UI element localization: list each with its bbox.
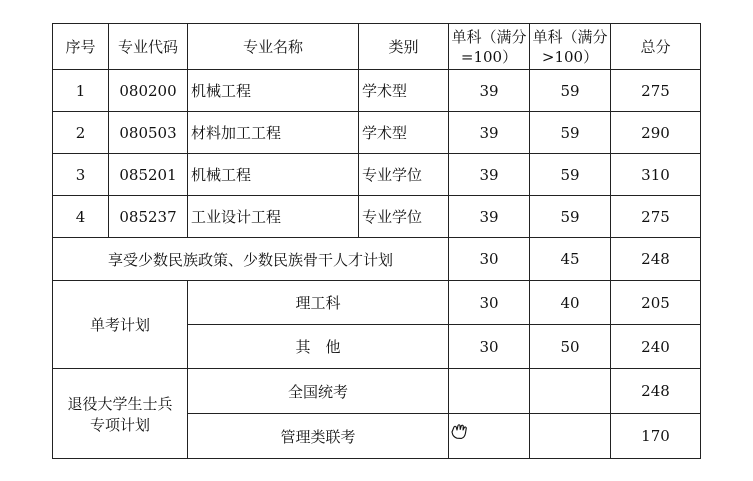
veteran-label-line1: 退役大学生士兵 bbox=[67, 394, 173, 413]
code-cell: 085237 bbox=[109, 196, 188, 238]
table-row bbox=[53, 196, 701, 238]
total-cell: 275 bbox=[611, 70, 701, 112]
total-cell: 248 bbox=[611, 369, 701, 414]
category-cell: 专业学位 bbox=[359, 154, 449, 196]
single-over100-cell bbox=[530, 369, 611, 414]
table-row bbox=[53, 70, 701, 112]
major-name-cell: 工业设计工程 bbox=[188, 196, 359, 238]
total-cell: 275 bbox=[611, 196, 701, 238]
single-100-cell bbox=[449, 369, 530, 414]
total-cell: 310 bbox=[611, 154, 701, 196]
header-code: 专业代码 bbox=[109, 24, 188, 70]
single-100-cell: 30 bbox=[449, 238, 530, 281]
table-row bbox=[53, 112, 701, 154]
single-100-cell: 39 bbox=[449, 112, 530, 154]
category-cell: 专业学位 bbox=[359, 196, 449, 238]
single-100-cell: 30 bbox=[449, 281, 530, 325]
major-name-cell: 材料加工工程 bbox=[188, 112, 359, 154]
header-total: 总分 bbox=[611, 24, 701, 70]
category-cell: 学术型 bbox=[359, 112, 449, 154]
exam-type-label: 管理类联考 bbox=[188, 414, 449, 459]
single-over100-cell: 59 bbox=[530, 112, 611, 154]
major-name-cell: 机械工程 bbox=[188, 154, 359, 196]
minority-row bbox=[53, 238, 701, 281]
header-row bbox=[53, 24, 701, 70]
seq-cell: 2 bbox=[53, 112, 109, 154]
single-over100-cell: 59 bbox=[530, 196, 611, 238]
code-cell: 080503 bbox=[109, 112, 188, 154]
veteran-label-line2: 专项计划 bbox=[89, 415, 150, 434]
single-over100-cell: 59 bbox=[530, 154, 611, 196]
exam-type-label: 全国统考 bbox=[188, 369, 449, 414]
code-cell: 080200 bbox=[109, 70, 188, 112]
score-table bbox=[52, 23, 701, 459]
seq-cell: 3 bbox=[53, 154, 109, 196]
total-cell: 240 bbox=[611, 325, 701, 369]
subject-label: 其 他 bbox=[188, 325, 449, 369]
single-over100-cell: 59 bbox=[530, 70, 611, 112]
header-single-over100: 单科（满分>100） bbox=[530, 24, 611, 70]
single-over100-cell: 45 bbox=[530, 238, 611, 281]
single-over100-cell: 40 bbox=[530, 281, 611, 325]
category-cell: 学术型 bbox=[359, 70, 449, 112]
single-100-cell: 39 bbox=[449, 70, 530, 112]
single-100-cell: 39 bbox=[449, 196, 530, 238]
single-exam-label: 单考计划 bbox=[53, 281, 188, 369]
subject-label: 理工科 bbox=[188, 281, 449, 325]
hand-pointer-icon bbox=[449, 423, 471, 443]
total-cell: 290 bbox=[611, 112, 701, 154]
seq-cell: 1 bbox=[53, 70, 109, 112]
table-row bbox=[53, 154, 701, 196]
veteran-row bbox=[53, 369, 701, 414]
header-single-100: 单科（满分=100） bbox=[449, 24, 530, 70]
single-100-cell: 30 bbox=[449, 325, 530, 369]
header-name: 专业名称 bbox=[188, 24, 359, 70]
code-cell: 085201 bbox=[109, 154, 188, 196]
seq-cell: 4 bbox=[53, 196, 109, 238]
total-cell: 170 bbox=[611, 414, 701, 459]
single-over100-cell bbox=[530, 414, 611, 459]
major-name-cell: 机械工程 bbox=[188, 70, 359, 112]
header-category: 类别 bbox=[359, 24, 449, 70]
total-cell: 205 bbox=[611, 281, 701, 325]
minority-label: 享受少数民族政策、少数民族骨干人才计划 bbox=[53, 238, 449, 281]
veteran-label bbox=[53, 369, 188, 459]
total-cell: 248 bbox=[611, 238, 701, 281]
single-over100-cell: 50 bbox=[530, 325, 611, 369]
single-100-cell: 39 bbox=[449, 154, 530, 196]
header-seq: 序号 bbox=[53, 24, 109, 70]
single-exam-row bbox=[53, 281, 701, 325]
